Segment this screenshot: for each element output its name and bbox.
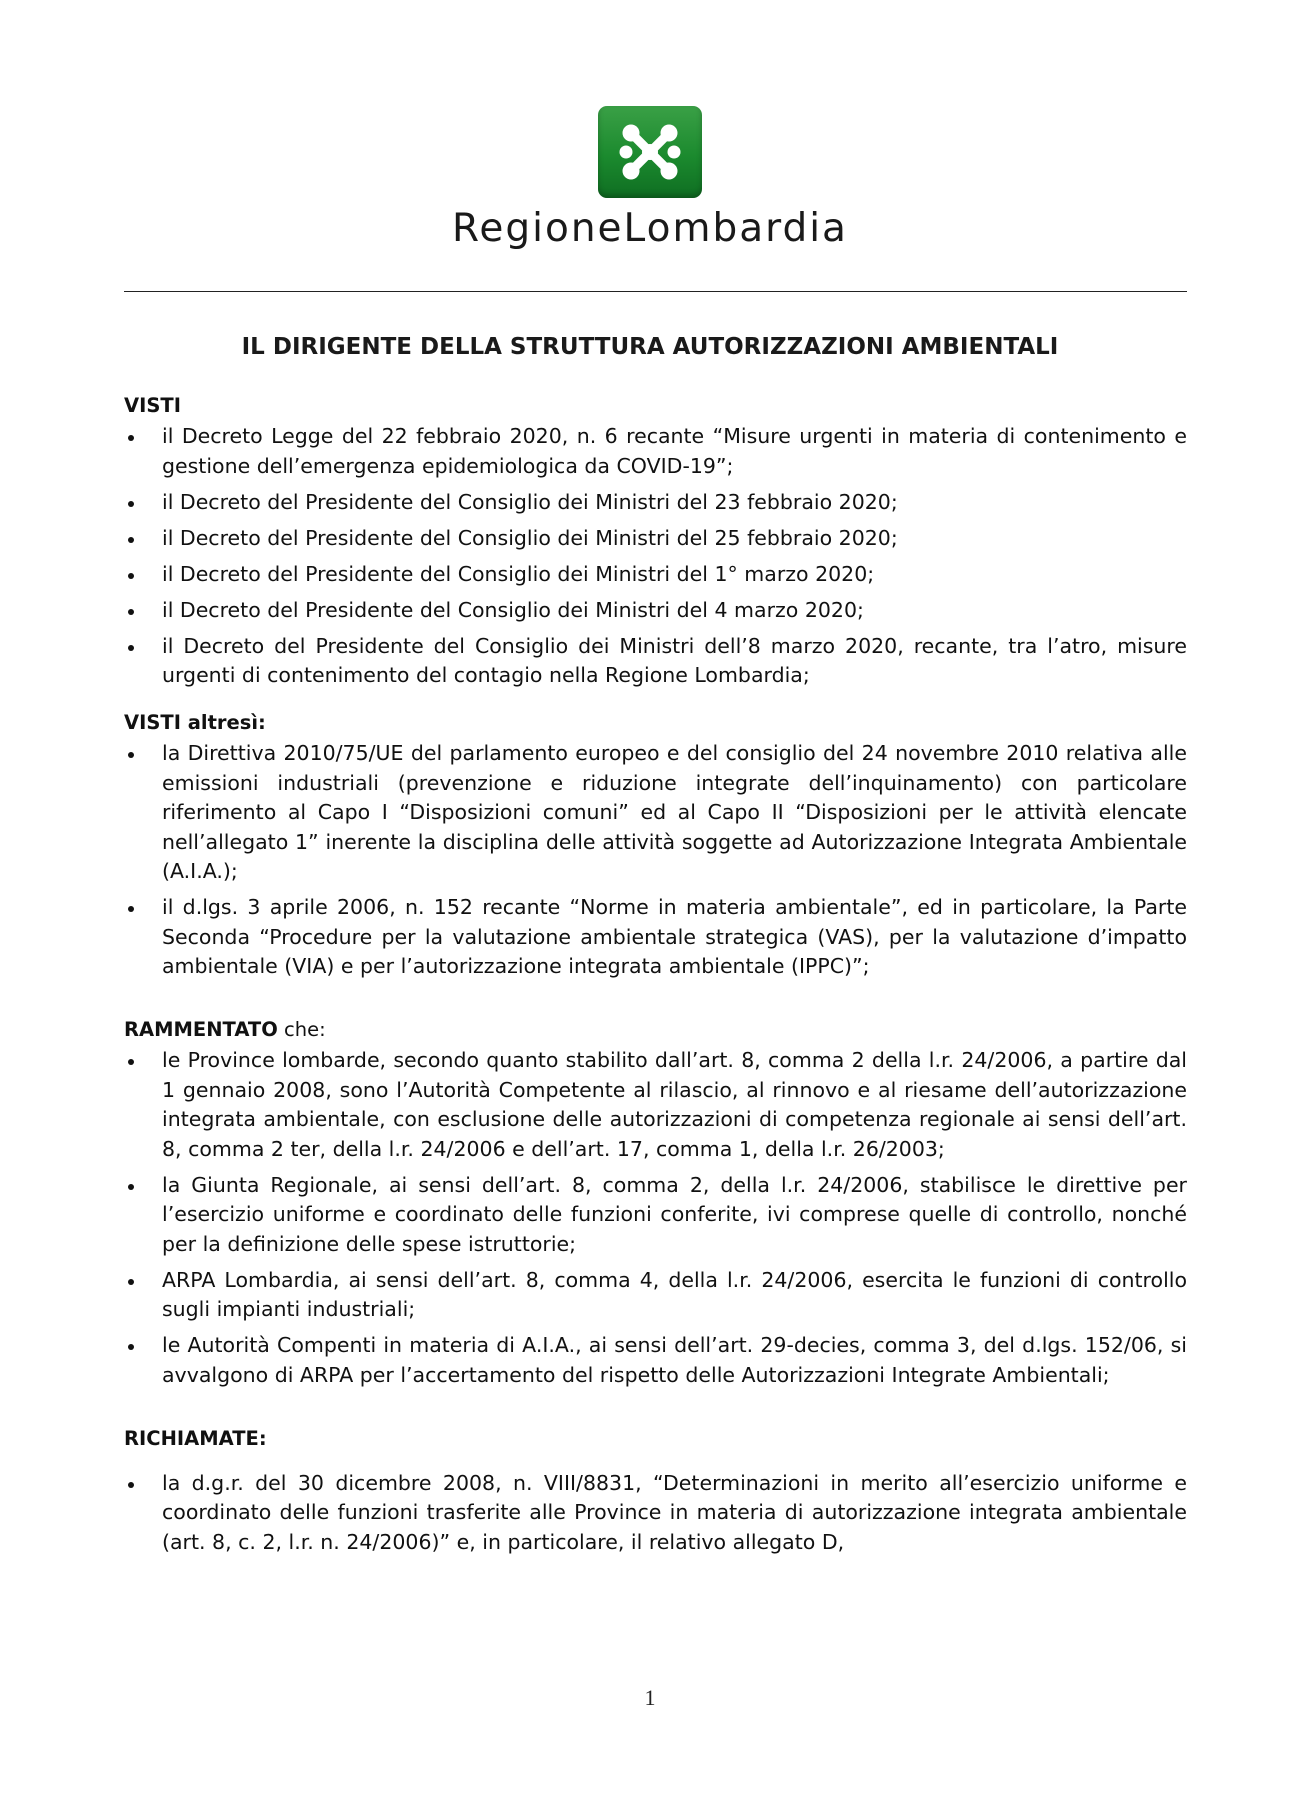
- list-item: la d.g.r. del 30 dicembre 2008, n. VIII/8831, “Determinazioni in merito all’esercizio uniforme e coordinato delle funzioni trasferite alle Province in materia di autorizzazione integrata ambientale (art. 8, c. 2, l.r. n. 24/2006)” e, in particolare, il relativo allegato D,: [124, 1469, 1187, 1558]
- list-item: la Giunta Regionale, ai sensi dell’art. 8, comma 2, della l.r. 24/2006, stabilisce le direttive per l’esercizio uniforme e coordinato delle funzioni conferite, ivi comprese quelle di controllo, nonché per la definizione delle spese istruttorie;: [124, 1171, 1187, 1260]
- list-item: ARPA Lombardia, ai sensi dell’art. 8, comma 4, della l.r. 24/2006, esercita le funzioni di controllo sugli impianti industriali;: [124, 1266, 1187, 1325]
- section-label: RICHIAMATE:: [124, 1426, 267, 1450]
- rosa-camuna-icon: [598, 106, 702, 198]
- list-item: il Decreto del Presidente del Consiglio dei Ministri del 25 febbraio 2020;: [124, 524, 1187, 554]
- page-title: IL DIRIGENTE DELLA STRUTTURA AUTORIZZAZIONI AMBIENTALI: [241, 334, 1059, 360]
- section-label: VISTI: [124, 394, 181, 417]
- section-label: VISTI altresì:: [124, 711, 266, 734]
- list-item: le Autorità Compenti in materia di A.I.A., ai sensi dell’art. 29-decies, comma 3, del d.lgs. 152/06, si avvalgono di ARPA per l’accertamento del rispetto delle Autorizzazioni Integrate Ambientali;: [124, 1331, 1187, 1390]
- list-item: il d.lgs. 3 aprile 2006, n. 152 recante “Norme in materia ambientale”, ed in particolare, la Parte Seconda “Procedure per la valutazione ambientale strategica (VAS), per la valutazione d’impatto ambientale (VIA) e per l’autorizzazione integrata ambientale (IPPC)”;: [124, 893, 1187, 982]
- regione-lombardia-logo-icon: [598, 106, 702, 198]
- list-item: il Decreto del Presidente del Consiglio dei Ministri dell’8 marzo 2020, recante, tra l’atro, misure urgenti di contenimento del contagio nella Regione Lombardia;: [124, 632, 1187, 691]
- section-rammentato: [124, 1016, 1187, 1390]
- list-item: il Decreto del Presidente del Consiglio dei Ministri del 23 febbraio 2020;: [124, 488, 1187, 518]
- logo-text: RegioneLombardia: [452, 206, 848, 251]
- section-richiamate: [124, 1425, 1187, 1558]
- list-item: il Decreto Legge del 22 febbraio 2020, n. 6 recante “Misure urgenti in materia di contenimento e gestione dell’emergenza epidemiologica da COVID-19”;: [124, 422, 1187, 481]
- document-body: [124, 392, 1187, 1564]
- bullet-list: [124, 1046, 1187, 1390]
- bullet-list: [124, 422, 1187, 691]
- list-item: la Direttiva 2010/75/UE del parlamento europeo e del consiglio del 24 novembre 2010 relativa alle emissioni industriali (prevenzione e riduzione integrate dell’inquinamento) con particolare riferimento al Capo I “Disposizioni comuni” ed al Capo II “Disposizioni per le attività elencate nell’allegato 1” inerente la disciplina delle attività soggette ad Autorizzazione Integrata Ambientale (A.I.A.);: [124, 739, 1187, 887]
- section-label: RAMMENTATO: [124, 1018, 278, 1041]
- section-label-suffix: che:: [277, 1018, 326, 1041]
- bullet-list: [124, 1469, 1187, 1558]
- list-item: il Decreto del Presidente del Consiglio dei Ministri del 4 marzo 2020;: [124, 596, 1187, 626]
- list-item: il Decreto del Presidente del Consiglio dei Ministri del 1° marzo 2020;: [124, 560, 1187, 590]
- section-visti: [124, 392, 1187, 691]
- bullet-list: [124, 739, 1187, 982]
- header-divider: [124, 291, 1187, 292]
- list-item: le Province lombarde, secondo quanto stabilito dall’art. 8, comma 2 della l.r. 24/2006, a partire dal 1 gennaio 2008, sono l’Autorità Competente al rilascio, al rinnovo e al riesame dell’autorizzazione integrata ambientale, con esclusione delle autorizzazioni di competenza regionale ai sensi dell’art. 8, comma 2 ter, della l.r. 24/2006 e dell’art. 17, comma 1, della l.r. 26/2003;: [124, 1046, 1187, 1164]
- section-visti-altresi: [124, 709, 1187, 982]
- page-number: 1: [644, 1685, 656, 1710]
- logo: [0, 106, 1300, 202]
